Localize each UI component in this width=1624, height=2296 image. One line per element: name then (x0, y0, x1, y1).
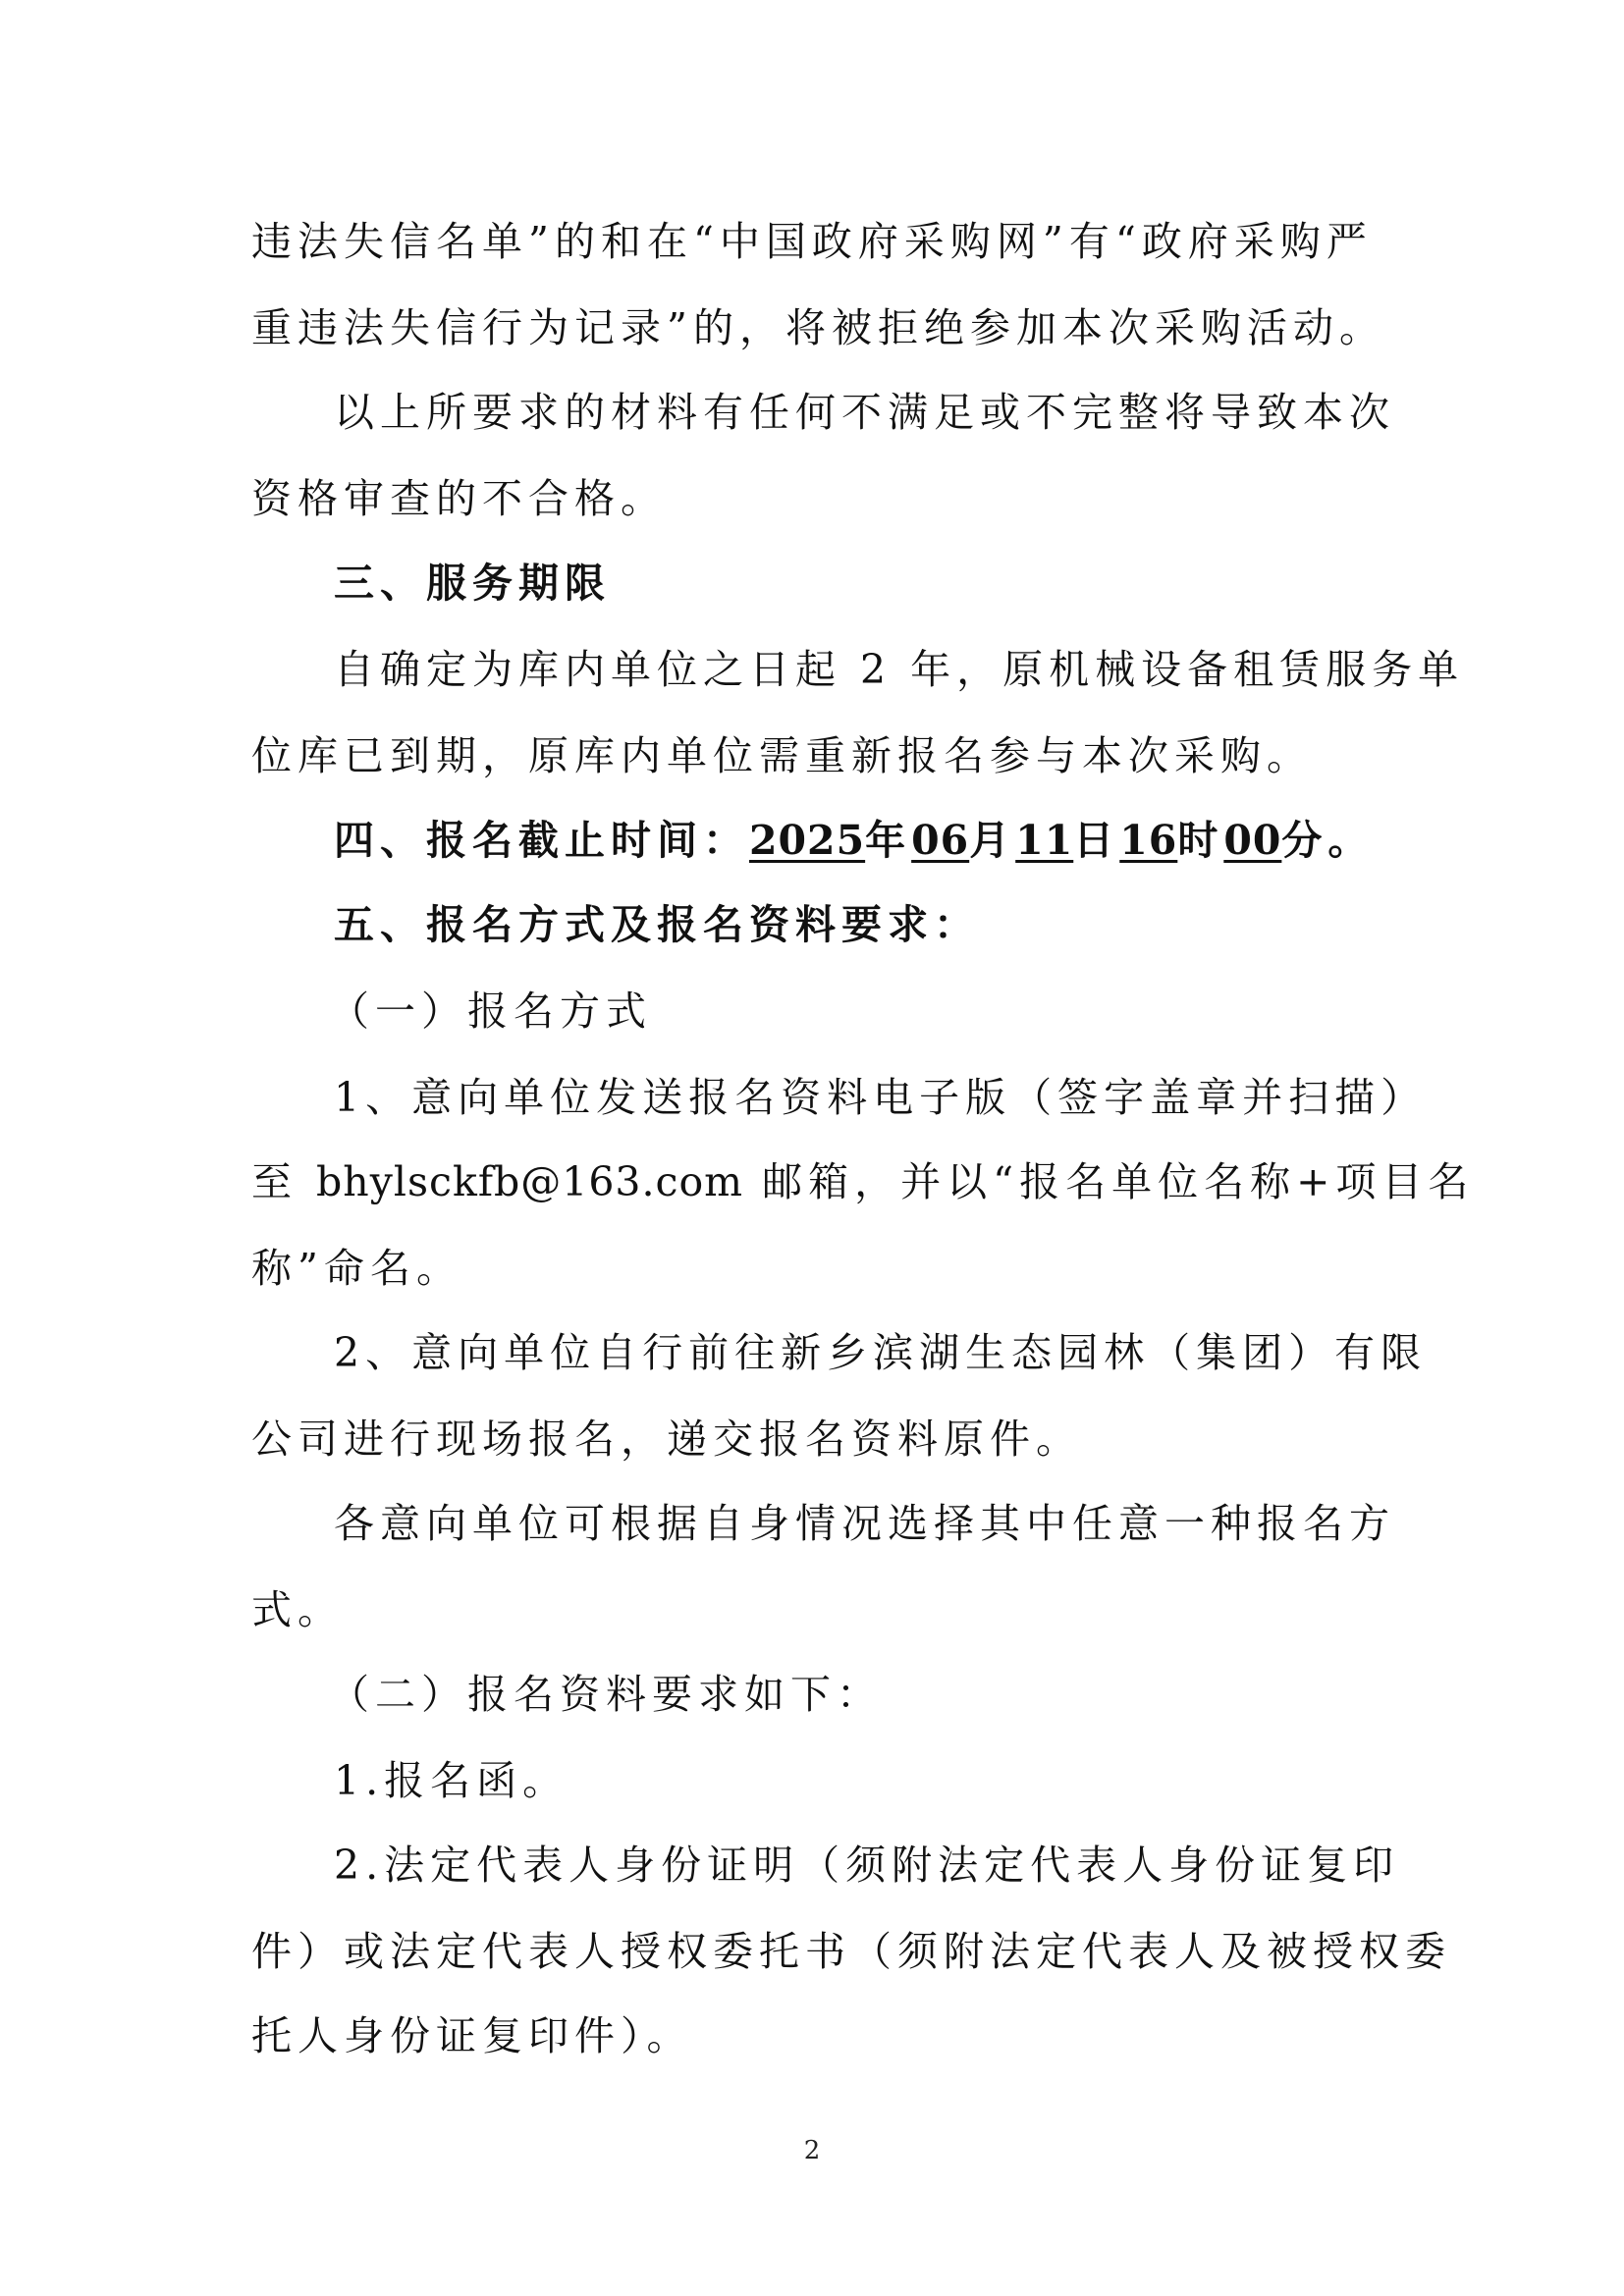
subsection-heading: （一）报名方式 (329, 988, 652, 1035)
paragraph-line: 自确定为库内单位之日起 2 年，原机械设备租赁服务单 (334, 646, 1465, 693)
deadline-hour: 16 (1119, 817, 1178, 864)
paragraph-line: 公司进行现场报名，递交报名资料原件。 (251, 1415, 1082, 1463)
deadline-day: 11 (1015, 817, 1074, 864)
deadline-year-unit: 年 (865, 817, 912, 864)
paragraph-line: 2、意向单位自行前往新乡滨湖生态园林（集团）有限 (334, 1329, 1428, 1376)
paragraph-line: 1、意向单位发送报名资料电子版（签字盖章并扫描） (334, 1074, 1428, 1121)
email-suffix: 邮箱，并以“报名单位名称+项目名 (762, 1158, 1475, 1205)
deadline-day-unit: 日 (1073, 817, 1120, 864)
paragraph-line: 资格审查的不合格。 (251, 475, 667, 522)
email-prefix: 至 (251, 1158, 298, 1205)
page-number: 2 (803, 2136, 821, 2165)
deadline-year: 2025 (749, 817, 866, 864)
email-address: bhylsckfb@163.com (316, 1158, 744, 1205)
paragraph-line (251, 1152, 1474, 1211)
deadline-prefix: 四、报名截止时间： (334, 817, 749, 864)
paragraph-line: 件）或法定代表人授权委托书（须附法定代表人及被授权委 (251, 1928, 1451, 1975)
paragraph-line: 托人身份证复印件）。 (251, 2012, 693, 2059)
section-heading-registration: 五、报名方式及报名资料要求： (334, 901, 980, 948)
section-heading-service-period: 三、服务期限 (334, 560, 611, 607)
paragraph-line: 以上所要求的材料有任何不满足或不完整将导致本次 (334, 389, 1395, 436)
paragraph-line: 重违法失信行为记录”的，将被拒绝参加本次采购活动。 (251, 304, 1385, 351)
deadline-hour-unit: 时 (1177, 817, 1224, 864)
deadline-month-unit: 月 (969, 817, 1016, 864)
list-item: 1.报名函。 (334, 1757, 569, 1804)
deadline-minute-unit: 分。 (1281, 817, 1375, 864)
paragraph-line: 位库已到期，原库内单位需重新报名参与本次采购。 (251, 732, 1313, 779)
paragraph-line: 称”命名。 (251, 1245, 462, 1292)
paragraph-line: 各意向单位可根据自身情况选择其中任意一种报名方 (334, 1500, 1395, 1547)
list-item: 2.法定代表人身份证明（须附法定代表人身份证复印 (334, 1842, 1400, 1889)
deadline-minute: 00 (1223, 817, 1282, 864)
section-heading-deadline (334, 811, 1374, 870)
paragraph-line: 违法失信名单”的和在“中国政府采购网”有“政府采购严 (251, 218, 1373, 265)
subsection-heading: （二）报名资料要求如下： (329, 1671, 883, 1718)
paragraph-line: 式。 (251, 1586, 344, 1633)
deadline-month: 06 (911, 817, 970, 864)
